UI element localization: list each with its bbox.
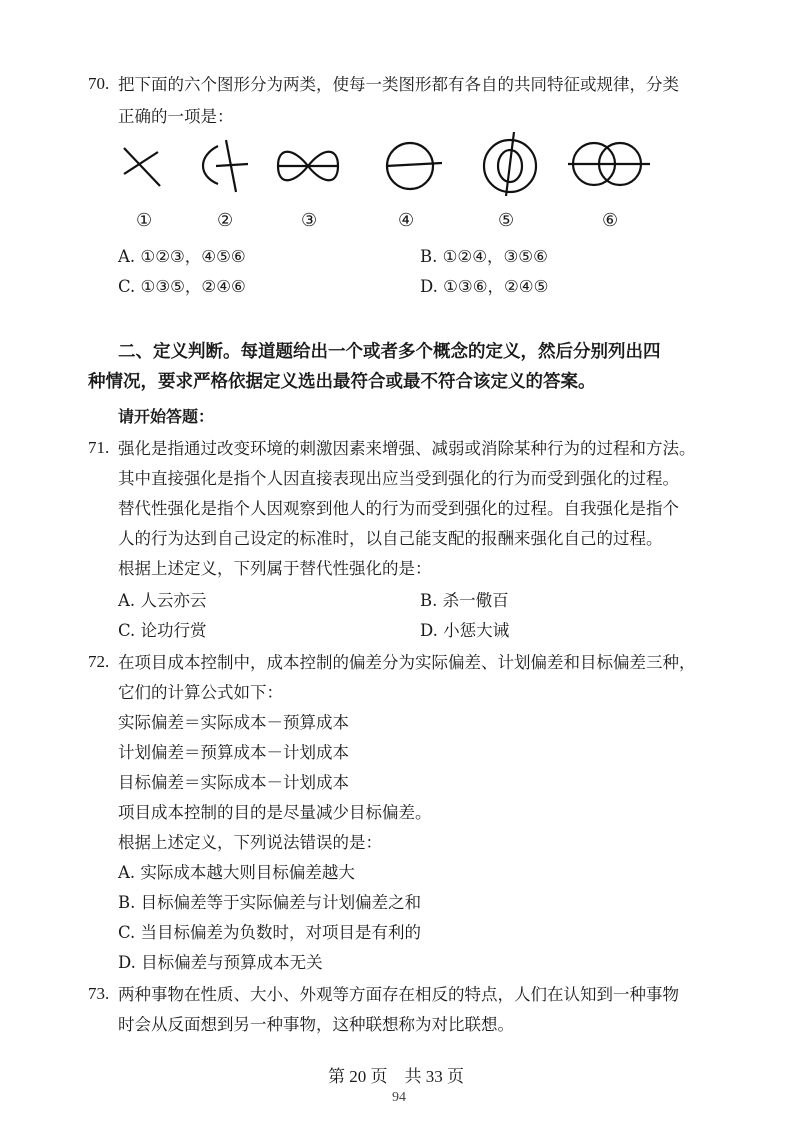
q70-stem-line2: 正确的一项是： — [118, 107, 234, 126]
q71-number: 71. — [88, 438, 110, 457]
figure-2-arc-with-lines — [196, 136, 252, 196]
q73-number: 73. — [88, 984, 110, 1003]
q70-option-c: C. ①③⑤，②④⑥ — [118, 277, 246, 296]
figure-5-concentric-with-line — [478, 130, 544, 198]
q72-question: 根据上述定义，下列说法错误的是： — [118, 833, 382, 852]
q72-formula-actual: 实际偏差＝实际成本－预算成本 — [118, 713, 349, 732]
q72-formula-target: 目标偏差＝实际成本－计划成本 — [118, 773, 349, 792]
q70-number: 70. — [88, 74, 110, 93]
q71-option-d: D. 小惩大诫 — [420, 621, 510, 640]
figure-label-6: ⑥ — [602, 210, 619, 231]
q72-option-c: C. 当目标偏差为负数时，对项目是有利的 — [118, 923, 422, 942]
q72-option-b: B. 目标偏差等于实际偏差与计划偏差之和 — [118, 893, 422, 912]
figure-label-4: ④ — [398, 210, 415, 231]
q70-option-a: A. ①②③，④⑤⑥ — [118, 247, 246, 266]
page-number: 94 — [392, 1090, 406, 1105]
q72-option-a: A. 实际成本越大则目标偏差越大 — [118, 863, 355, 882]
page-footer: 第 20 页 共 33 页 — [328, 1067, 464, 1086]
figure-1-crossed-lines — [118, 140, 168, 192]
section2-heading-line1: 二、定义判断。每道题给出一个或者多个概念的定义，然后分别列出四 — [118, 342, 661, 362]
q72-line: 项目成本控制的目的是尽量减少目标偏差。 — [118, 803, 432, 822]
figure-label-2: ② — [217, 210, 234, 231]
figure-label-3: ③ — [301, 210, 318, 231]
q71-line: 其中直接强化是指个人因直接表现出应当受到强化的行为而受到强化的过程。 — [118, 469, 679, 488]
q71-option-b: B. 杀一儆百 — [420, 591, 509, 610]
figure-4-circle-with-line — [376, 136, 448, 194]
figure-label-1: ① — [136, 210, 153, 231]
q71-question: 根据上述定义，下列属于替代性强化的是： — [118, 559, 432, 578]
q71-option-a: A. 人云亦云 — [118, 591, 207, 610]
q72-line: 它们的计算公式如下： — [118, 683, 283, 702]
section2-heading-line2: 种情况，要求严格依据定义选出最符合或最不符合该定义的答案。 — [88, 372, 596, 392]
q73-line: 时会从反面想到另一种事物，这种联想称为对比联想。 — [118, 1015, 514, 1034]
q71-option-c: C. 论功行赏 — [118, 621, 207, 640]
q71-line: 强化是指通过改变环境的刺激因素来增强、减弱或消除某种行为的过程和方法。 — [118, 439, 696, 458]
q71-line: 替代性强化是指个人因观察到他人的行为而受到强化的过程。自我强化是指个 — [118, 499, 679, 518]
q72-option-d: D. 目标偏差与预算成本无关 — [118, 953, 323, 972]
q72-number: 72. — [88, 652, 110, 671]
q70-option-d: D. ①③⑥，②④⑤ — [420, 277, 549, 296]
figure-3-bowtie — [272, 140, 344, 192]
q72-formula-plan: 计划偏差＝预算成本－计划成本 — [118, 743, 349, 762]
q70-option-b: B. ①②④，③⑤⑥ — [420, 247, 548, 266]
q71-line: 人的行为达到自己设定的标准时，以自己能支配的报酬来强化自己的过程。 — [118, 529, 663, 548]
figure-6-overlapping-circles — [566, 136, 652, 192]
q70-stem-line1: 把下面的六个图形分为两类，使每一类图形都有各自的共同特征或规律，分类 — [118, 75, 679, 94]
q73-line: 两种事物在性质、大小、外观等方面存在相反的特点，人们在认知到一种事物 — [118, 985, 679, 1004]
section2-start: 请开始答题： — [118, 407, 215, 426]
q72-line: 在项目成本控制中，成本控制的偏差分为实际偏差、计划偏差和目标偏差三种， — [118, 653, 696, 672]
figure-label-5: ⑤ — [498, 210, 515, 231]
